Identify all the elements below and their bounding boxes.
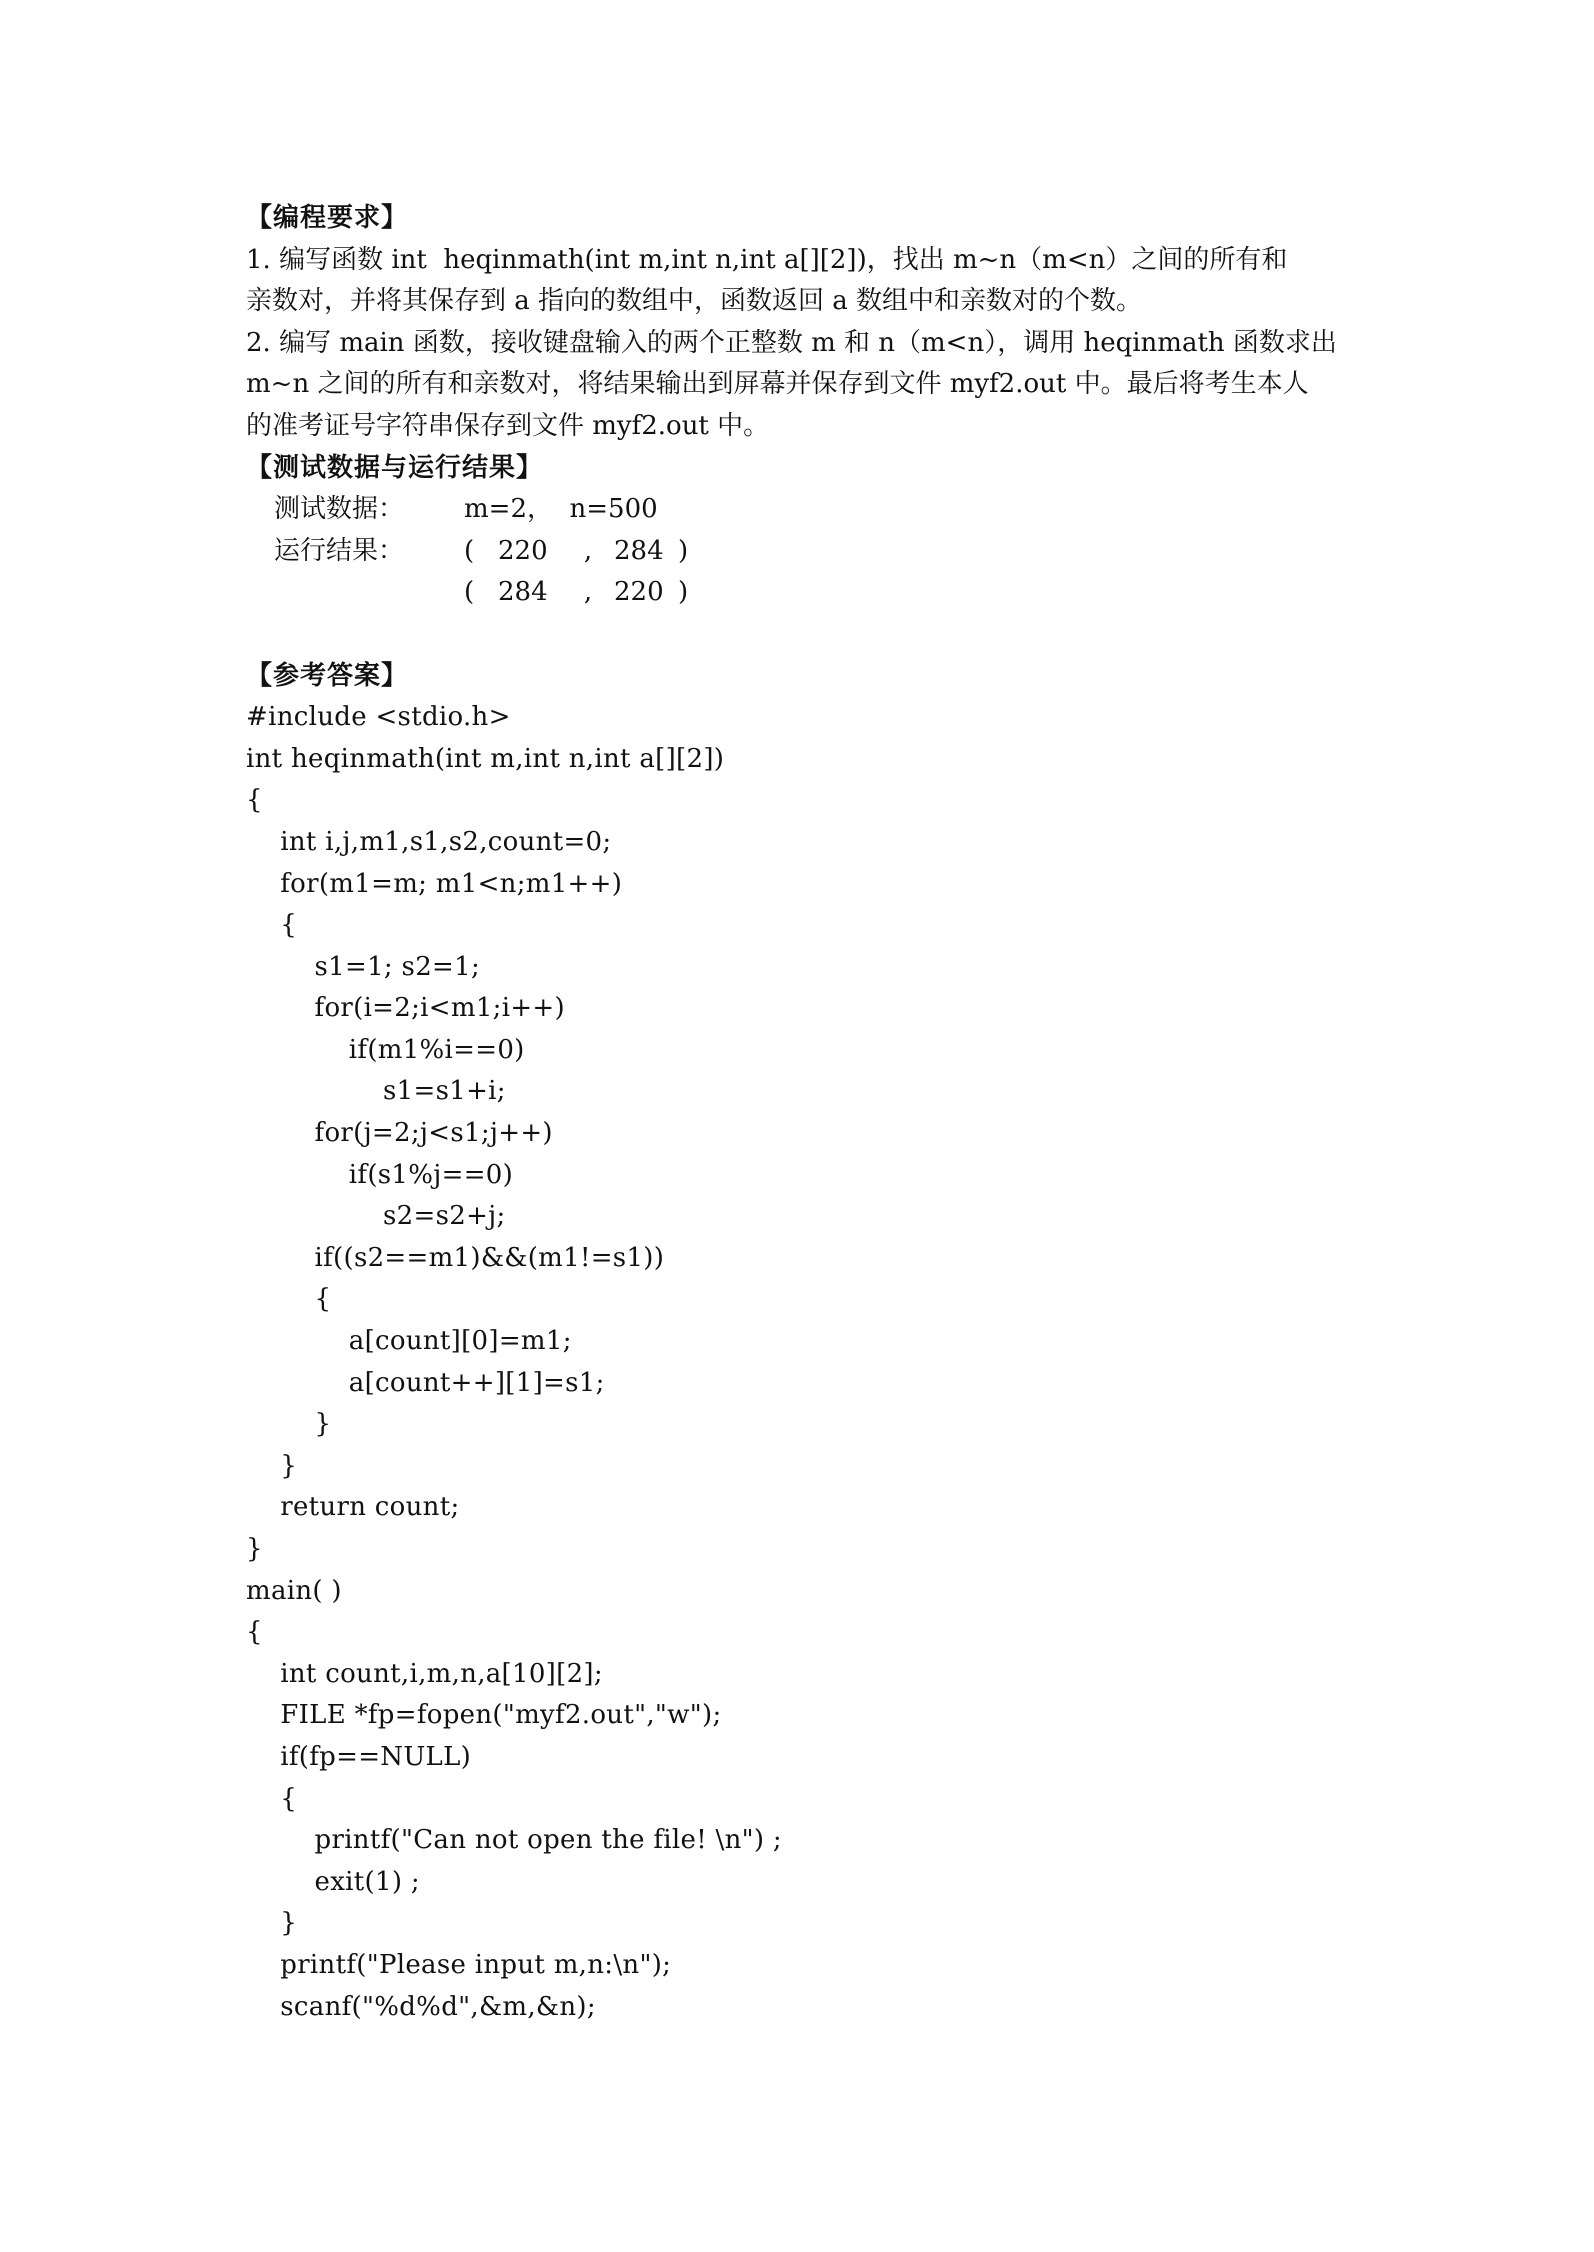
- code-line: if(s1%j==0): [246, 1159, 514, 1190]
- code-line: a[count][0]=m1;: [246, 1326, 572, 1357]
- result-line: [246, 572, 1366, 614]
- code-line: return count;: [246, 1492, 460, 1523]
- code-line: {: [246, 910, 298, 941]
- code-line: scanf("%d%d",&m,&n);: [246, 1991, 596, 2022]
- code-line: if((s2==m1)&&(m1!=s1)): [246, 1242, 665, 1273]
- test-data-value: m=2， n=500: [464, 494, 658, 525]
- code-line: {: [246, 1617, 263, 1648]
- code-line: int i,j,m1,s1,s2,count=0;: [246, 826, 612, 857]
- pair-comma: ,: [583, 577, 593, 608]
- pair-first-value: 220: [498, 535, 548, 566]
- result-line: [246, 531, 1366, 573]
- test-data-label: 测试数据：: [274, 494, 405, 525]
- code-line: #include <stdio.h>: [246, 702, 511, 733]
- code-line: }: [246, 1908, 298, 1939]
- pair-close: ): [678, 535, 689, 566]
- result-pair: [464, 577, 688, 607]
- requirement-line: 的准考证号字符串保存到文件 myf2.out 中。: [246, 410, 770, 441]
- code-line: printf("Can not open the file! \n") ;: [246, 1825, 782, 1856]
- result-pair: [464, 536, 688, 566]
- requirement-line: m~n 之间的所有和亲数对，将结果输出到屏幕并保存到文件 myf2.out 中。最后将考生本人: [246, 369, 1309, 400]
- pair-second-value: 220: [614, 577, 664, 608]
- requirements-heading: 【编程要求】: [246, 203, 409, 233]
- requirement-line: 1. 编写函数 int heqinmath(int m,int n,int a[][2])，找出 m~n（m<n）之间的所有和: [246, 244, 1288, 275]
- code-line: s1=s1+i;: [246, 1076, 506, 1107]
- code-line: }: [246, 1409, 332, 1440]
- code-line: FILE *fp=fopen("myf2.out","w");: [246, 1700, 722, 1731]
- code-line: for(j=2;j<s1;j++): [246, 1118, 553, 1149]
- code-line: for(m1=m; m1<n;m1++): [246, 868, 623, 899]
- code-line: exit(1) ;: [246, 1866, 420, 1897]
- pair-open: (: [464, 535, 475, 566]
- code-block: [246, 697, 1366, 2028]
- pair-open: (: [464, 577, 475, 608]
- code-line: {: [246, 785, 263, 816]
- code-line: printf("Please input m,n:\n");: [246, 1949, 672, 1980]
- pair-second-value: 284: [614, 535, 664, 566]
- code-line: }: [246, 1534, 263, 1564]
- pair-close: ): [678, 577, 689, 608]
- result-label: 运行结果：: [274, 535, 405, 566]
- code-line: {: [246, 1284, 332, 1315]
- pair-first-value: 284: [498, 577, 548, 608]
- requirement-line: 2. 编写 main 函数，接收键盘输入的两个正整数 m 和 n（m<n），调用 heqinmath 函数求出: [246, 327, 1337, 358]
- test-data-line: [246, 489, 1366, 531]
- answer-heading: 【参考答案】: [246, 660, 409, 691]
- test-heading: 【测试数据与运行结果】: [246, 452, 544, 483]
- code-line: int count,i,m,n,a[10][2];: [246, 1658, 603, 1689]
- code-line: for(i=2;i<m1;i++): [246, 993, 565, 1024]
- section-gap: [246, 614, 1366, 656]
- document-body: [246, 198, 1366, 2028]
- requirement-line: 亲数对，并将其保存到 a 指向的数组中，函数返回 a 数组中和亲数对的个数。: [246, 286, 1143, 317]
- requirements-text: [246, 240, 1366, 448]
- code-line: if(fp==NULL): [246, 1741, 472, 1772]
- pair-comma: ,: [583, 535, 593, 566]
- code-line: main( ): [246, 1575, 342, 1606]
- code-line: s2=s2+j;: [246, 1201, 506, 1232]
- code-line: }: [246, 1450, 298, 1481]
- code-line: if(m1%i==0): [246, 1034, 525, 1065]
- code-line: s1=1; s2=1;: [246, 951, 481, 982]
- code-line: a[count++][1]=s1;: [246, 1367, 605, 1398]
- code-line: {: [246, 1783, 298, 1814]
- code-line: int heqinmath(int m,int n,int a[][2]): [246, 743, 725, 774]
